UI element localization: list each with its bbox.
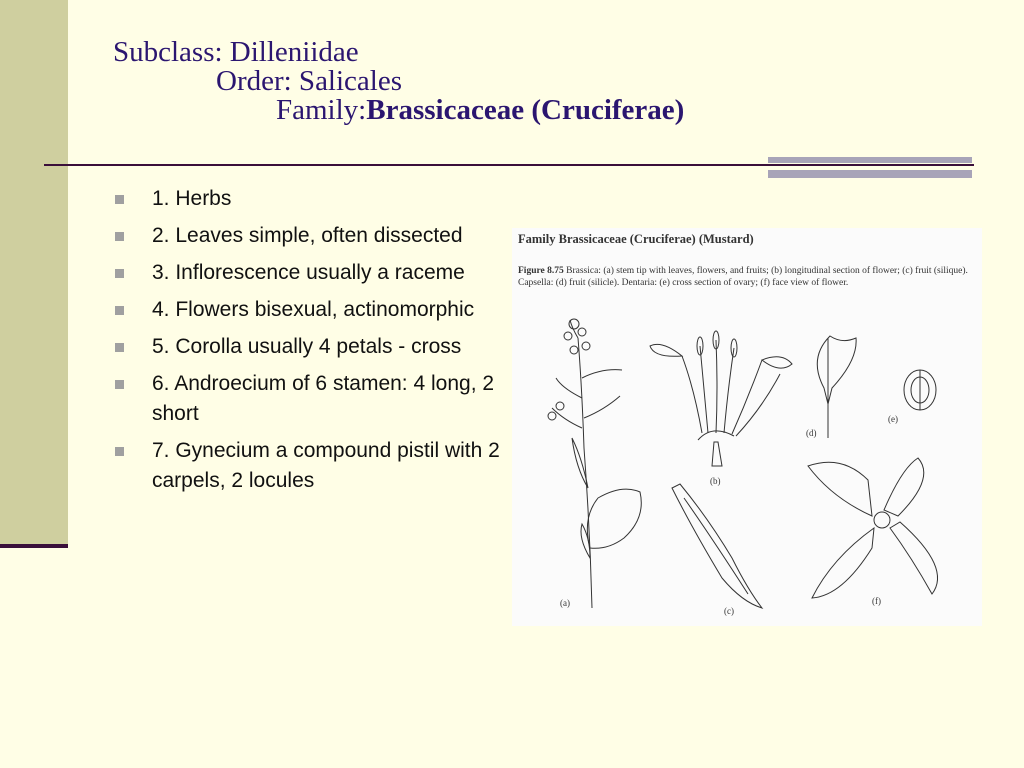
drawing-flower-face bbox=[808, 458, 938, 598]
list-item bbox=[113, 332, 513, 362]
list-item bbox=[113, 295, 513, 325]
divider-accent-top bbox=[768, 157, 972, 163]
title-family-alt-name: Cruciferae bbox=[541, 94, 675, 126]
title-family-paren-open: ( bbox=[524, 94, 541, 126]
bullet-square-icon bbox=[115, 447, 124, 456]
list-item-text: 6. Androecium of 6 stamen: 4 long, 2 short bbox=[152, 372, 495, 425]
left-accent-line bbox=[0, 544, 68, 548]
drawing-silique bbox=[672, 484, 762, 608]
title-divider bbox=[44, 164, 974, 166]
drawing-stem-tip bbox=[548, 319, 641, 608]
list-item-text: 1. Herbs bbox=[152, 187, 232, 210]
bullet-square-icon bbox=[115, 306, 124, 315]
figure-heading: Family Brassicaceae (Cruciferae) (Mustard) bbox=[518, 232, 754, 246]
label-d: (d) bbox=[806, 428, 817, 438]
title-order: Order: Salicales bbox=[216, 65, 403, 97]
bullet-square-icon bbox=[115, 380, 124, 389]
list-item-text: 4. Flowers bisexual, actinomorphic bbox=[152, 298, 475, 321]
list-item bbox=[113, 436, 513, 496]
label-f: (f) bbox=[872, 596, 881, 606]
drawing-flower-section bbox=[650, 331, 792, 466]
divider-accent-bottom bbox=[768, 170, 972, 178]
bullet-square-icon bbox=[115, 195, 124, 204]
label-b: (b) bbox=[710, 476, 721, 486]
figure-caption-text: Brassica: (a) stem tip with leaves, flowers, and fruits; (b) longitudinal section of flower; (c) fruit (silique). Capsella: (d) fruit (silicle). Dentaria: (e) cross section of ovary; (f) face view of flower. bbox=[518, 266, 968, 288]
drawing-ovary-section bbox=[904, 370, 936, 410]
title-family-name: Brassicaceae bbox=[366, 94, 525, 126]
label-c: (c) bbox=[724, 606, 734, 616]
bullet-square-icon bbox=[115, 269, 124, 278]
botanical-figure bbox=[512, 228, 982, 626]
list-item bbox=[113, 221, 513, 251]
bullet-square-icon bbox=[115, 232, 124, 241]
title-family-paren-close: ) bbox=[674, 94, 685, 126]
list-item bbox=[113, 184, 513, 214]
list-item bbox=[113, 369, 513, 429]
label-a: (a) bbox=[560, 598, 570, 608]
slide-title bbox=[113, 38, 684, 125]
figure-caption-label: Figure 8.75 bbox=[518, 266, 564, 276]
list-item-text: 7. Gynecium a compound pistil with 2 carpels, 2 locules bbox=[152, 439, 500, 492]
label-e: (e) bbox=[888, 414, 898, 424]
botanical-drawings bbox=[512, 228, 982, 626]
left-accent-bar bbox=[0, 0, 68, 546]
title-family-prefix: Family: bbox=[276, 94, 367, 126]
bullet-square-icon bbox=[115, 343, 124, 352]
drawing-silicle bbox=[817, 336, 856, 438]
title-family bbox=[276, 96, 684, 125]
list-item-text: 2. Leaves simple, often dissected bbox=[152, 224, 463, 247]
list-item-text: 3. Inflorescence usually a raceme bbox=[152, 261, 465, 284]
characteristics-list bbox=[113, 184, 513, 503]
list-item-text: 5. Corolla usually 4 petals - cross bbox=[152, 335, 462, 358]
list-item bbox=[113, 258, 513, 288]
title-subclass: Subclass: Dilleniidae bbox=[113, 36, 359, 68]
